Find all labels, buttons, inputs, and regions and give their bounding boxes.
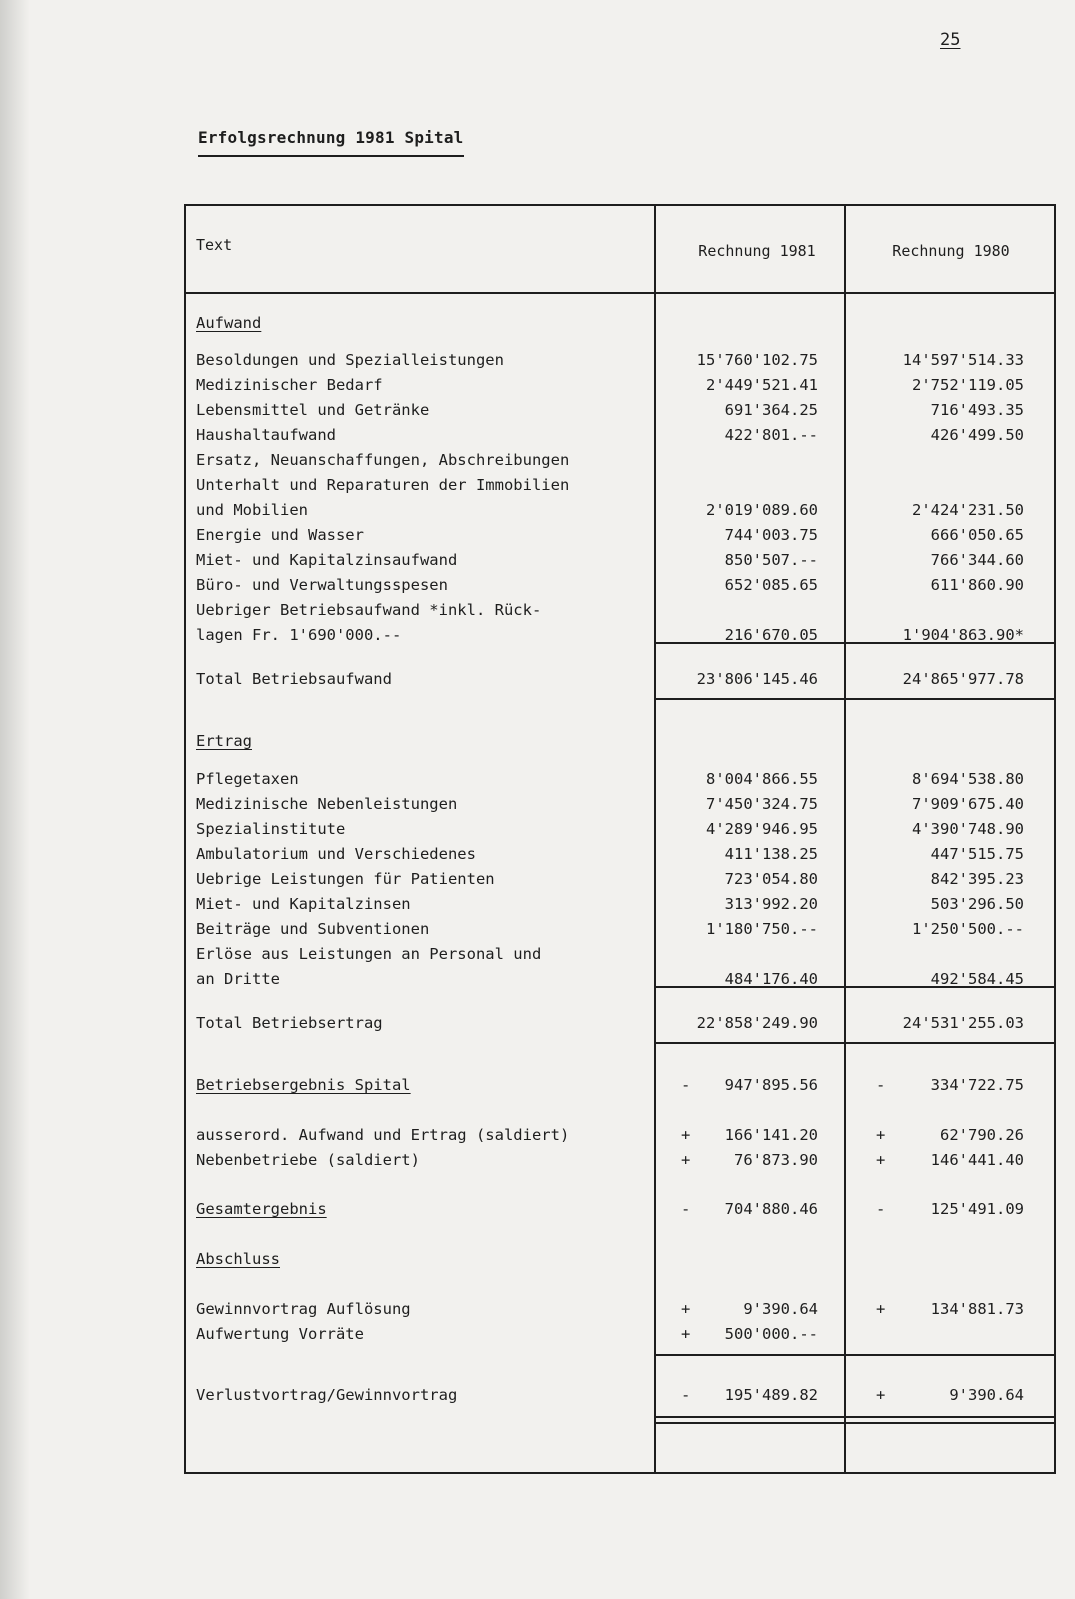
aufwand-label: lagen Fr. 1'690'000.--: [196, 626, 402, 644]
neutral-sign-1980: +: [876, 1151, 886, 1169]
section-gesamtergebnis: Gesamtergebnis: [196, 1200, 327, 1218]
ertrag-value-1980: 447'515.75: [930, 845, 1024, 863]
aufwand-label: Büro- und Verwaltungsspesen: [196, 576, 448, 594]
aufwand-value-1981: 652'085.65: [724, 576, 818, 594]
aufwand-label: Miet- und Kapitalzinsaufwand: [196, 551, 458, 569]
ertrag-label: Beiträge und Subventionen: [196, 920, 430, 938]
verlustvortrag-sign-1980: +: [876, 1386, 886, 1404]
aufwand-value-1980: 611'860.90: [930, 576, 1024, 594]
aufwand-label: Haushaltaufwand: [196, 426, 336, 444]
ertrag-value-1980: 8'694'538.80: [912, 770, 1024, 788]
betriebsergebnis-1980: 334'722.75: [930, 1076, 1024, 1094]
header-text: Text: [196, 236, 233, 254]
aufwand-value-1981: 15'760'102.75: [696, 351, 818, 369]
abschluss-label: Gewinnvortrag Auflösung: [196, 1300, 411, 1318]
ertrag-value-1980: 503'296.50: [930, 895, 1024, 913]
abschluss-value-1981: 500'000.--: [724, 1325, 818, 1343]
ertrag-value-1981: 8'004'866.55: [706, 770, 818, 788]
ertrag-label: Uebrige Leistungen für Patienten: [196, 870, 495, 888]
financial-table: [184, 204, 1056, 1474]
neutral-value-1980: 62'790.26: [940, 1126, 1024, 1144]
ertrag-label: Erlöse aus Leistungen an Personal und: [196, 945, 542, 963]
verlustvortrag-sign-1981: -: [681, 1386, 691, 1404]
ertrag-value-1981: 313'992.20: [724, 895, 818, 913]
ertrag-label: Medizinische Nebenleistungen: [196, 795, 458, 813]
aufwand-value-1981: 422'801.--: [724, 426, 818, 444]
subtotal-rule-abschluss: [656, 1354, 1054, 1356]
abschluss-sign-1981: +: [681, 1325, 691, 1343]
neutral-sign-1981: +: [681, 1126, 691, 1144]
aufwand-label: und Mobilien: [196, 501, 308, 519]
total-aufwand-1981: 23'806'145.46: [696, 670, 818, 688]
header-rechnung-1981: Rechnung 1981: [698, 242, 816, 260]
ertrag-label: Spezialinstitute: [196, 820, 346, 838]
abschluss-value-1980: 134'881.73: [930, 1300, 1024, 1318]
aufwand-value-1980: 716'493.35: [930, 401, 1024, 419]
neutral-sign-1981: +: [681, 1151, 691, 1169]
page-number: 25: [940, 30, 961, 50]
aufwand-label: Lebensmittel und Getränke: [196, 401, 430, 419]
verlustvortrag-1981: 195'489.82: [724, 1386, 818, 1404]
gesamtergebnis-1981: 704'880.46: [724, 1200, 818, 1218]
document-title: Erfolgsrechnung 1981 Spital: [198, 128, 464, 157]
betriebsergebnis-sign-1981: -: [681, 1076, 691, 1094]
aufwand-value-1981: 216'670.05: [724, 626, 818, 644]
ertrag-label: Pflegetaxen: [196, 770, 299, 788]
neutral-label: Nebenbetriebe (saldiert): [196, 1151, 420, 1169]
aufwand-label: Ersatz, Neuanschaffungen, Abschreibungen: [196, 451, 570, 469]
verlustvortrag-1980: 9'390.64: [949, 1386, 1024, 1404]
total-rule-aufwand: [656, 698, 1054, 700]
section-ertrag: Ertrag: [196, 732, 252, 750]
aufwand-value-1980: 2'424'231.50: [912, 501, 1024, 519]
aufwand-label: Medizinischer Bedarf: [196, 376, 383, 394]
section-aufwand: Aufwand: [196, 314, 262, 332]
abschluss-sign-1981: +: [681, 1300, 691, 1318]
aufwand-value-1980: 2'752'119.05: [912, 376, 1024, 394]
betriebsergebnis-sign-1980: -: [876, 1076, 886, 1094]
ertrag-label: Miet- und Kapitalzinsen: [196, 895, 411, 913]
header-rechnung-1980: Rechnung 1980: [892, 242, 1010, 260]
header-bottom-rule: [186, 292, 1054, 294]
gesamtergebnis-sign-1981: -: [681, 1200, 691, 1218]
section-betriebsergebnis: Betriebsergebnis Spital: [196, 1076, 411, 1094]
neutral-sign-1980: +: [876, 1126, 886, 1144]
aufwand-value-1980: 426'499.50: [930, 426, 1024, 444]
aufwand-value-1981: 850'507.--: [724, 551, 818, 569]
aufwand-value-1980: 1'904'863.90*: [902, 626, 1024, 644]
total-ertrag-1980: 24'531'255.03: [902, 1014, 1024, 1032]
section-abschluss: Abschluss: [196, 1250, 280, 1268]
ertrag-value-1980: 842'395.23: [930, 870, 1024, 888]
neutral-value-1980: 146'441.40: [930, 1151, 1024, 1169]
abschluss-value-1981: 9'390.64: [743, 1300, 818, 1318]
page-edge-shadow: [0, 0, 30, 1599]
aufwand-value-1981: 2'449'521.41: [706, 376, 818, 394]
ertrag-value-1981: 411'138.25: [724, 845, 818, 863]
ertrag-value-1981: 4'289'946.95: [706, 820, 818, 838]
aufwand-value-1980: 666'050.65: [930, 526, 1024, 544]
ertrag-value-1981: 723'054.80: [724, 870, 818, 888]
aufwand-label: Besoldungen und Spezialleistungen: [196, 351, 504, 369]
abschluss-sign-1980: +: [876, 1300, 886, 1318]
aufwand-label: Uebriger Betriebsaufwand *inkl. Rück-: [196, 601, 542, 619]
ertrag-value-1981: 7'450'324.75: [706, 795, 818, 813]
aufwand-label: Energie und Wasser: [196, 526, 364, 544]
gesamtergebnis-1980: 125'491.09: [930, 1200, 1024, 1218]
gesamtergebnis-sign-1980: -: [876, 1200, 886, 1218]
final-rule-1: [656, 1416, 1054, 1418]
ertrag-value-1981: 1'180'750.--: [706, 920, 818, 938]
aufwand-value-1980: 14'597'514.33: [902, 351, 1024, 369]
ertrag-value-1980: 1'250'500.--: [912, 920, 1024, 938]
column-divider-text: [654, 206, 656, 1472]
ertrag-value-1980: 492'584.45: [930, 970, 1024, 988]
neutral-label: ausserord. Aufwand und Ertrag (saldiert): [196, 1126, 570, 1144]
aufwand-value-1981: 744'003.75: [724, 526, 818, 544]
abschluss-label: Aufwertung Vorräte: [196, 1325, 364, 1343]
neutral-value-1981: 166'141.20: [724, 1126, 818, 1144]
neutral-value-1981: 76'873.90: [734, 1151, 818, 1169]
verlustvortrag-label: Verlustvortrag/Gewinnvortrag: [196, 1386, 458, 1404]
ertrag-value-1980: 7'909'675.40: [912, 795, 1024, 813]
ertrag-value-1981: 484'176.40: [724, 970, 818, 988]
aufwand-label: Unterhalt und Reparaturen der Immobilien: [196, 476, 570, 494]
betriebsergebnis-1981: 947'895.56: [724, 1076, 818, 1094]
total-aufwand-1980: 24'865'977.78: [902, 670, 1024, 688]
total-ertrag-label: Total Betriebsertrag: [196, 1014, 383, 1032]
aufwand-value-1980: 766'344.60: [930, 551, 1024, 569]
total-ertrag-1981: 22'858'249.90: [696, 1014, 818, 1032]
final-rule-2: [656, 1422, 1054, 1424]
aufwand-value-1981: 691'364.25: [724, 401, 818, 419]
total-rule-ertrag: [656, 1042, 1054, 1044]
ertrag-label: an Dritte: [196, 970, 280, 988]
ertrag-label: Ambulatorium und Verschiedenes: [196, 845, 476, 863]
aufwand-value-1981: 2'019'089.60: [706, 501, 818, 519]
column-divider-years: [844, 206, 846, 1472]
ertrag-value-1980: 4'390'748.90: [912, 820, 1024, 838]
total-aufwand-label: Total Betriebsaufwand: [196, 670, 392, 688]
